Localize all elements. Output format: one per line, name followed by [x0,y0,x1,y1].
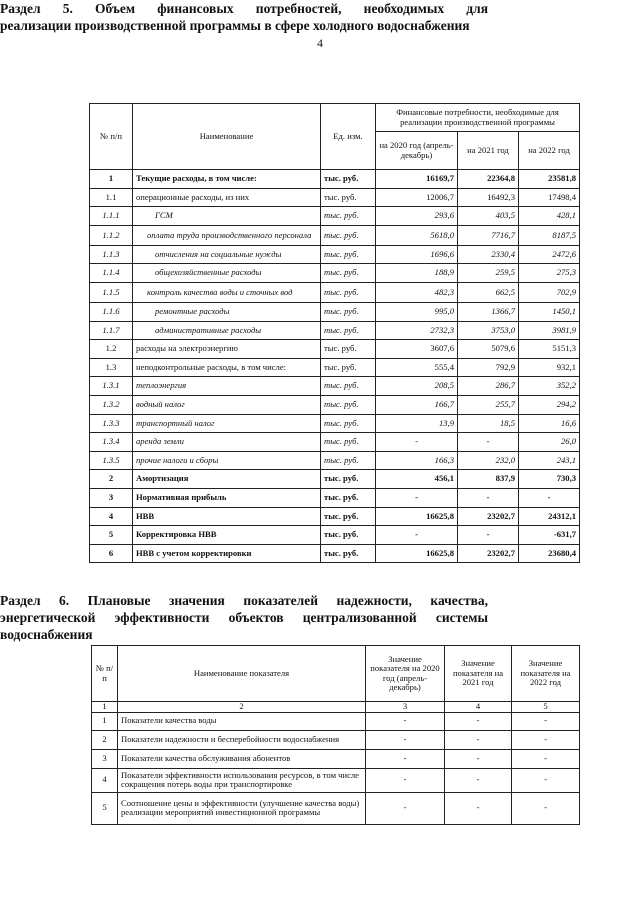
table-row [90,207,580,226]
row-number: 1.2 [90,340,133,359]
value-2022: 24312,1 [519,507,580,526]
value-2022: 23680,4 [519,544,580,563]
table-row [92,730,580,749]
section6-table [91,645,580,825]
row-name: Корректировка НВВ [133,526,321,545]
value-2020: 16625,8 [376,544,458,563]
value-2022: 5151,3 [519,340,580,359]
row-number: 1.3.5 [90,451,133,470]
s6-header-2021: Значение показателя на 2021 год [445,646,512,702]
row-unit: тыс. руб. [321,433,376,452]
table-row [90,470,580,489]
value-2021: 403,5 [458,207,519,226]
value-2020: 16169,7 [376,170,458,189]
value-2021: - [445,749,512,768]
row-number: 4 [92,768,118,792]
value-2022: 275,3 [519,264,580,283]
row-number: 1 [92,712,118,730]
row-unit: тыс. руб. [321,282,376,302]
section6-title [0,592,488,643]
row-unit: тыс. руб. [321,207,376,226]
row-unit: тыс. руб. [321,544,376,563]
value-2020: - [376,433,458,452]
row-name: ГСМ [133,207,321,226]
row-number: 1.3.1 [90,377,133,396]
s5-header-num: № п/п [90,104,133,170]
value-2021: - [445,792,512,824]
row-number: 1.1.5 [90,282,133,302]
row-name: отчисления на социальные нужды [133,245,321,264]
value-2021: 16492,3 [458,188,519,207]
row-unit: тыс. руб. [321,225,376,245]
value-2022: 1450,1 [519,302,580,321]
section6-title-line2: энергетической эффективности объектов централизованной системы [0,610,488,625]
value-2021: - [458,433,519,452]
value-2021: 5079,6 [458,340,519,359]
value-2021: 286,7 [458,377,519,396]
s5-header-2020: на 2020 год (апрель-декабрь) [376,132,458,170]
table-row [90,340,580,359]
row-unit: тыс. руб. [321,188,376,207]
table-row [90,302,580,321]
section5-title-line1: Раздел 5. Объем финансовых потребностей, необходимых для [0,1,488,16]
row-name: аренда земли [133,433,321,452]
row-unit: тыс. руб. [321,395,376,414]
row-unit: тыс. руб. [321,507,376,526]
row-name: общехозяйственные расходы [133,264,321,283]
row-unit: тыс. руб. [321,264,376,283]
value-2020: 2732,3 [376,321,458,340]
row-name: Нормативная прибыль [133,488,321,507]
value-2020: 208,5 [376,377,458,396]
row-name: Показатели эффективности использования ресурсов, в том числе сокращения потерь воды при транспортировке [118,768,366,792]
row-unit: тыс. руб. [321,488,376,507]
table-row [90,170,580,189]
s6-colnum: 4 [445,702,512,713]
s6-header-num: № п/п [92,646,118,702]
value-2021: 255,7 [458,395,519,414]
row-name: оплата труда производственного персонала [133,225,321,245]
row-name: водный налог [133,395,321,414]
value-2020: 12006,7 [376,188,458,207]
row-number: 1 [90,170,133,189]
value-2020: 293,6 [376,207,458,226]
row-number: 4 [90,507,133,526]
row-number: 3 [90,488,133,507]
table-row [90,395,580,414]
s6-header-2020: Значение показателя на 2020 год (апрель-декабрь) [366,646,445,702]
s5-header-name: Наименование [133,104,321,170]
row-number: 1.1 [90,188,133,207]
table-row [90,264,580,283]
row-name: контроль качества воды и сточных вод [133,282,321,302]
row-number: 1.1.2 [90,225,133,245]
value-2022: 3981,9 [519,321,580,340]
value-2020: 5618,0 [376,225,458,245]
table-row [90,451,580,470]
value-2022: 294,2 [519,395,580,414]
row-name: Амортизация [133,470,321,489]
value-2021: 23202,7 [458,544,519,563]
value-2022: 352,2 [519,377,580,396]
row-number: 2 [90,470,133,489]
row-number: 5 [90,526,133,545]
section6-title-line3: водоснабжения [0,627,93,642]
row-number: 2 [92,730,118,749]
value-2022: 16,6 [519,414,580,433]
row-number: 1.3.2 [90,395,133,414]
row-unit: тыс. руб. [321,340,376,359]
s6-header-name: Наименование показателя [118,646,366,702]
value-2021: 1366,7 [458,302,519,321]
table-row [90,358,580,377]
table-row [92,712,580,730]
table-row [92,768,580,792]
value-2021: 662,5 [458,282,519,302]
s5-header-group: Финансовые потребности, необходимые для реализации производственной программы [376,104,580,132]
row-number: 1.3 [90,358,133,377]
table-row [90,488,580,507]
row-name: Показатели качества воды [118,712,366,730]
row-name: транспортный налог [133,414,321,433]
s6-header-2022: Значение показателя на 2022 год [512,646,580,702]
value-2020: 1696,6 [376,245,458,264]
row-name: НВВ [133,507,321,526]
value-2020: 16625,8 [376,507,458,526]
value-2021: 259,5 [458,264,519,283]
row-number: 1.3.4 [90,433,133,452]
value-2022: 932,1 [519,358,580,377]
value-2022: - [512,792,580,824]
value-2022: 26,0 [519,433,580,452]
row-name: прочие налоги и сборы [133,451,321,470]
value-2022: 17498,4 [519,188,580,207]
section6-title-line1: Раздел 6. Плановые значения показателей надежности, качества, [0,593,488,608]
s6-colnum: 5 [512,702,580,713]
table-row [90,282,580,302]
row-name: Показатели качества обслуживания абонентов [118,749,366,768]
value-2020: - [366,712,445,730]
s6-colnum: 1 [92,702,118,713]
table-row [90,321,580,340]
value-2020: 188,9 [376,264,458,283]
value-2022: -631,7 [519,526,580,545]
row-number: 1.1.3 [90,245,133,264]
value-2020: - [366,792,445,824]
value-2021: - [445,768,512,792]
value-2020: 13,9 [376,414,458,433]
value-2022: - [519,488,580,507]
row-unit: тыс. руб. [321,170,376,189]
value-2021: 23202,7 [458,507,519,526]
table-row [90,225,580,245]
value-2020: 482,3 [376,282,458,302]
value-2022: 702,9 [519,282,580,302]
row-number: 1.1.7 [90,321,133,340]
row-unit: тыс. руб. [321,245,376,264]
row-number: 5 [92,792,118,824]
row-unit: тыс. руб. [321,377,376,396]
value-2022: 2472,6 [519,245,580,264]
value-2022: 730,3 [519,470,580,489]
value-2021: 18,5 [458,414,519,433]
value-2021: 837,9 [458,470,519,489]
s5-header-2021: на 2021 год [458,132,519,170]
row-unit: тыс. руб. [321,451,376,470]
s5-header-unit: Ед. изм. [321,104,376,170]
row-unit: тыс. руб. [321,321,376,340]
table-row [90,188,580,207]
row-number: 1.1.1 [90,207,133,226]
value-2020: 166,7 [376,395,458,414]
value-2022: - [512,712,580,730]
value-2021: 3753,0 [458,321,519,340]
value-2020: - [366,749,445,768]
table-row [90,544,580,563]
value-2020: 3607,6 [376,340,458,359]
s6-table-body [92,712,580,824]
page-number: 4 [317,36,323,50]
s5-table-body [90,170,580,563]
table-row [90,507,580,526]
row-name: операционные расходы, из них [133,188,321,207]
value-2022: - [512,768,580,792]
row-name: Текущие расходы, в том числе: [133,170,321,189]
value-2022: 8187,5 [519,225,580,245]
row-number: 1.1.4 [90,264,133,283]
s6-colnum: 3 [366,702,445,713]
table-row [90,414,580,433]
table-row [90,245,580,264]
value-2021: 7716,7 [458,225,519,245]
row-number: 6 [90,544,133,563]
value-2022: 23581,8 [519,170,580,189]
value-2021: 232,0 [458,451,519,470]
value-2020: 555,4 [376,358,458,377]
row-name: Соотношение цены и эффективности (улучшение качества воды) реализации мероприятий инвестиционной программы [118,792,366,824]
value-2022: - [512,730,580,749]
value-2021: - [458,526,519,545]
value-2022: - [512,749,580,768]
row-number: 1.1.6 [90,302,133,321]
section5-title [0,0,640,34]
table-row [92,792,580,824]
value-2020: - [366,768,445,792]
value-2022: 428,1 [519,207,580,226]
value-2020: - [376,488,458,507]
table-row [90,526,580,545]
value-2021: 792,9 [458,358,519,377]
value-2020: - [376,526,458,545]
section5-table [89,103,580,563]
row-unit: тыс. руб. [321,358,376,377]
s6-colnum: 2 [118,702,366,713]
value-2021: - [458,488,519,507]
value-2021: - [445,712,512,730]
value-2020: 995,0 [376,302,458,321]
row-name: расходы на электроэнергию [133,340,321,359]
table-row [92,749,580,768]
section5-title-line2: реализации производственной программы в сфере холодного водоснабжения [0,18,470,33]
table-row [90,377,580,396]
row-name: Показатели надежности и бесперебойности водоснабжения [118,730,366,749]
row-unit: тыс. руб. [321,526,376,545]
value-2020: 456,1 [376,470,458,489]
row-name: ремонтные расходы [133,302,321,321]
row-name: неподконтрольные расходы, в том числе: [133,358,321,377]
row-name: теплоэнергия [133,377,321,396]
table-row [90,433,580,452]
row-unit: тыс. руб. [321,302,376,321]
value-2020: - [366,730,445,749]
value-2022: 243,1 [519,451,580,470]
value-2021: - [445,730,512,749]
row-number: 3 [92,749,118,768]
s5-header-2022: на 2022 год [519,132,580,170]
value-2021: 2330,4 [458,245,519,264]
row-number: 1.3.3 [90,414,133,433]
row-name: административные расходы [133,321,321,340]
value-2021: 22364,8 [458,170,519,189]
row-unit: тыс. руб. [321,470,376,489]
row-name: НВВ с учетом корректировки [133,544,321,563]
value-2020: 166,3 [376,451,458,470]
row-unit: тыс. руб. [321,414,376,433]
